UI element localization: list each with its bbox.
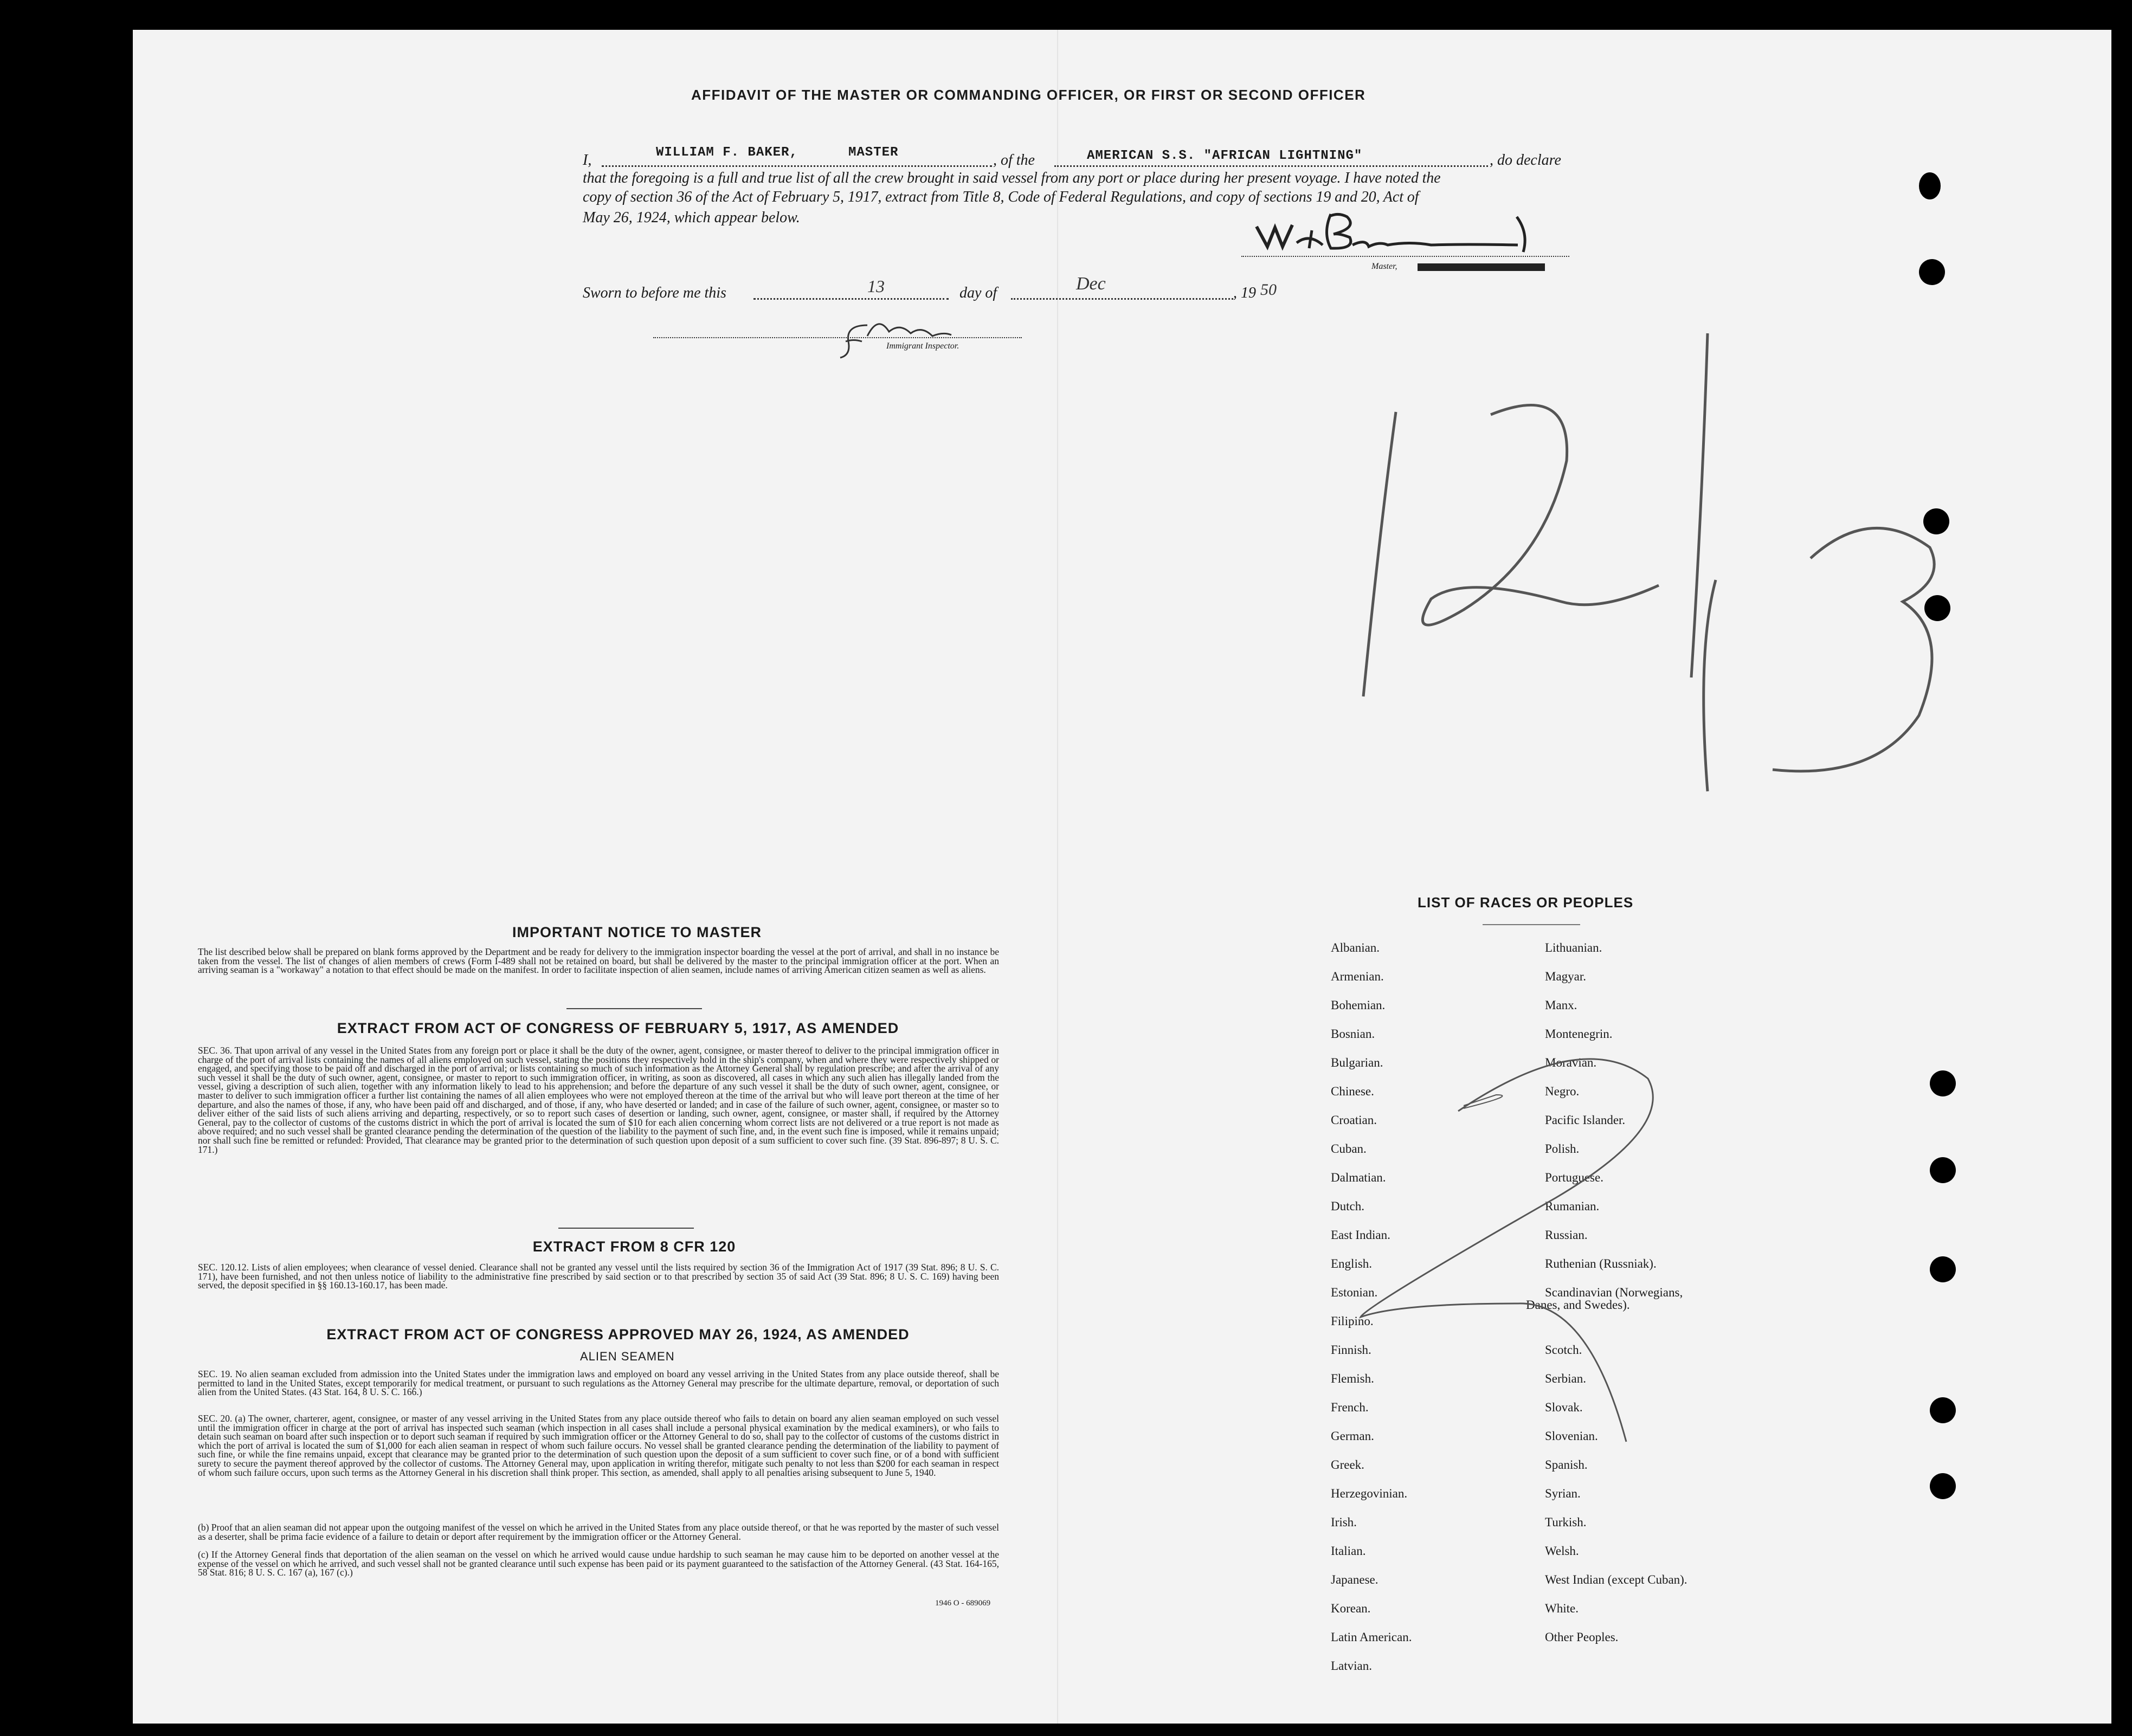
page-fold xyxy=(1057,30,1058,1724)
race-item: Filipino. xyxy=(1331,1314,1374,1328)
race-item: Montenegrin. xyxy=(1545,1027,1613,1041)
of-the-label: , of the xyxy=(993,152,1035,169)
race-item: Greek. xyxy=(1331,1458,1364,1472)
punch-hole xyxy=(1919,259,1945,285)
sworn-day-line xyxy=(753,298,949,300)
race-item: Korean. xyxy=(1331,1602,1371,1615)
inspector-signature-line xyxy=(653,337,1022,338)
race-item: Welsh. xyxy=(1545,1544,1579,1558)
extract-1917-text: SEC. 36. That upon arrival of any vessel in the United States from any foreign port or place it shall be the duty of the owner, agent, consignee, or master thereof to deliver to the principal immigration officer in charge of the port of arrival lists containing the names of all aliens employed on such vessel, stating the positions they respectively hold in the ship's company, when and where they were respectively shipped or engaged, and specifying those to be paid off and discharged in the port of arrival; or lists containing so much of such information as the Attorney General shall by regulation prescribe; and after the arrival of any such vessel it shall be the duty of such owner, agent, consignee, or master to report to such immigration officer, in writing, as soon as discovered, all cases in which any such alien has illegally landed from the vessel, giving a description of such alien, together with any information likely to lead to his apprehension; and before the departure of any such vessel it shall be the duty of such owner, agent, consignee, or master to deliver to such immigration officer a further list containing the names of all alien employees who were not employed thereon at the time of the arrival but who will leave port thereon at the time of her departure, and also the names of those, if any, who have been paid off and discharged, and of those, if any, who have deserted or landed; and in case of the failure of such owner, agent, consignee, or master so to deliver either of the said lists of such aliens arriving and departing, respectively, or so to report such cases of desertion or landing, such owner, agent, consignee, or master shall, if required by the Attorney General, pay to the collector of customs of the customs district in which the port of arrival is located the sum of $10 for each alien concerning whom correct lists are not delivered or a true report is not made as above required; and no such vessel shall be granted clearance pending the determination of the question of the liability to the payment of such fine, and, in the event such fine is imposed, while it remains unpaid; nor shall such fine be remitted or refunded: Provided, That clearance may be granted prior to the determination of such question upon deposit of a sum sufficient to cover such fine. (39 Stat. 896-897; 8 U. S. C. 171.) xyxy=(198,1045,999,1155)
notice-title: IMPORTANT NOTICE TO MASTER xyxy=(512,924,762,940)
race-item: Ruthenian (Russniak). xyxy=(1545,1257,1657,1270)
affidavit-line4: May 26, 1924, which appear below. xyxy=(583,209,800,226)
race-item: Finnish. xyxy=(1331,1343,1371,1357)
year-prefix: , 19 xyxy=(1233,285,1256,301)
affidavit-line3: copy of section 36 of the Act of February 5, 1917, extract from Title 8, Code of Federal Regulations, and copy of sections 19 and 20, Act of xyxy=(583,189,1419,205)
extract-1924-subtitle: ALIEN SEAMEN xyxy=(580,1350,675,1363)
extract-1924-sec19: SEC. 19. No alien seaman excluded from admission into the United States under the immigration laws and employed on board any vessel arriving in the United States from any place outside thereof, shall be permitted to land in the United States, except temporarily for medical treatment, or pursuant to such regulations as the Attorney General may prescribe for the ultimate departure, removal, or deportation of such alien from the United States. (43 Stat. 164, 8 U. S. C. 166.) xyxy=(198,1369,999,1398)
extract-cfr-text: SEC. 120.12. Lists of alien employees; when clearance of vessel denied. Clearance shall not be granted any vessel until the lists required by section 36 of the Immigration Act of 1917 (39 Stat. 896; 8 U. S. C. 171), have been furnished, and not then unless notice of liability to the administrative fine prescribed by said section or to that prescribed by section 35 of said Act (39 Stat. 896; 8 U. S. C. 169) having been served, the deposit specified in §§ 160.13-160.17, has been made. xyxy=(198,1262,999,1291)
vessel-line xyxy=(1054,165,1488,167)
race-item: Portuguese. xyxy=(1545,1171,1603,1184)
race-item: Spanish. xyxy=(1545,1458,1588,1472)
extract-1924-sec20a: SEC. 20. (a) The owner, charterer, agent, consignee, or master of any vessel arriving in the United States from any place outside thereof who fails to detain on board any alien seaman employed on such vessel until the immigration officer in charge at the port of arrival has inspected such seaman (which inspection in all cases shall include a personal physical examination by the medical examiners), or who fails to detain such seaman on board after such inspection or to deport such seaman if required by such immigration officer or the Attorney General to do so, shall pay to the collector of customs of the customs district in which the port of arrival is located the sum of $1,000 for each alien seaman in respect of whom such failure occurs. No vessel shall be granted clearance pending the determination of the liability to payment of such fine, or while the fine remains unpaid, except that clearance may be granted prior to the determination of such question upon the deposit of a sum sufficient to cover such fine, or of a bond with sufficient surety to secure the payment thereof approved by the collector of customs. The Attorney General may, upon application in writing therefor, mitigate such penalty to not less than $200 for each seaman in respect of whom such failure occurs, upon such terms as the Attorney General in his discretion shall think proper. This section, as amended, shall apply to all penalties arising subsequent to June 5, 1940. xyxy=(198,1413,999,1478)
divider xyxy=(558,1228,694,1229)
divider xyxy=(1483,924,1580,925)
race-item: Slovenian. xyxy=(1545,1429,1598,1443)
race-item: West Indian (except Cuban). xyxy=(1545,1573,1687,1586)
master-caption: Master, xyxy=(1371,262,1397,271)
race-item: German. xyxy=(1331,1429,1374,1443)
vessel-name: AMERICAN S.S. "AFRICAN LIGHTNING" xyxy=(1087,149,1363,163)
affidavit-title: AFFIDAVIT OF THE MASTER OR COMMANDING OFFICER, OR FIRST OR SECOND OFFICER xyxy=(691,87,1366,103)
race-item: Estonian. xyxy=(1331,1286,1378,1299)
race-item: Other Peoples. xyxy=(1545,1630,1619,1644)
race-item: Pacific Islander. xyxy=(1545,1113,1626,1127)
race-item: Serbian. xyxy=(1545,1372,1587,1385)
extract-1924-sec20b: (b) Proof that an alien seaman did not appear upon the outgoing manifest of the vessel on which he arrived in the United States from any place outside thereof, or that he was reported by the master of such vessel as a deserter, shall be prima facie evidence of a failure to detain or deport after requirement by the immigration officer or the Attorney General. xyxy=(198,1522,999,1542)
punch-hole xyxy=(1930,1256,1956,1282)
race-item: Dalmatian. xyxy=(1331,1171,1386,1184)
extract-1917-title: EXTRACT FROM ACT OF CONGRESS OF FEBRUARY 5, 1917, AS AMENDED xyxy=(337,1020,899,1036)
handwritten-date xyxy=(1529,835,1563,852)
race-item: Magyar. xyxy=(1545,970,1587,983)
master-signature-line xyxy=(1241,256,1569,257)
affidavit-i: I, xyxy=(583,152,592,169)
sworn-year: 50 xyxy=(1260,281,1277,299)
punch-hole xyxy=(1923,508,1949,534)
redacted-block xyxy=(1418,263,1545,271)
race-item: White. xyxy=(1545,1602,1579,1615)
race-item: Scotch. xyxy=(1545,1343,1582,1357)
extract-cfr-title: EXTRACT FROM 8 CFR 120 xyxy=(532,1238,736,1255)
race-item: East Indian. xyxy=(1331,1228,1390,1242)
master-name-line xyxy=(602,165,992,167)
race-item: English. xyxy=(1331,1257,1373,1270)
sworn-month-line xyxy=(1011,298,1233,300)
race-item: Dutch. xyxy=(1331,1199,1364,1213)
master-name: WILLIAM F. BAKER, xyxy=(656,145,798,160)
race-item: Chinese. xyxy=(1331,1085,1374,1098)
sworn-month: Dec xyxy=(1076,274,1106,294)
race-item: Herzegovinian. xyxy=(1331,1487,1408,1500)
notice-text: The list described below shall be prepared on blank forms approved by the Department and be ready for delivery to the immigration inspector boarding the vessel at the port of arrival, and shall in no instance be taken from the vessel. The list of changes of alien members of crews (Form I-489 shall not be retained on board, but shall be delivered by the master to the principal immigration officer at the port. When an arriving seaman is a "workaway" a notation to that effect should be made on the manifest. In order to facilitate inspection of alien seamen, include names of arriving American citizen seamen as well as aliens. xyxy=(198,946,999,976)
race-item: Irish. xyxy=(1331,1515,1357,1529)
punch-hole xyxy=(1919,172,1941,199)
race-item: Lithuanian. xyxy=(1545,941,1602,954)
extract-1924-sec20c: (c) If the Attorney General finds that deportation of the alien seaman on the vessel on which he arrived would cause undue hardship to such seaman he may cause him to be deported on another vessel at the expense of the vessel on which he arrived, and such vessel shall not be granted clearance until such expense has been paid or its payment guaranteed to the satisfaction of the Attorney General. (43 Stat. 164-165, 58 Stat. 816; 8 U. S. C. 167 (a), 167 (c).) xyxy=(198,1549,999,1578)
inspector-caption: Immigrant Inspector. xyxy=(886,341,959,351)
race-item: Danes, and Swedes). xyxy=(1526,1298,1630,1312)
race-item: Bosnian. xyxy=(1331,1027,1375,1041)
race-item: Croatian. xyxy=(1331,1113,1377,1127)
race-item: Turkish. xyxy=(1545,1515,1587,1529)
race-item: Latvian. xyxy=(1331,1659,1372,1673)
divider xyxy=(566,1008,702,1009)
print-code: 1946 O - 689069 xyxy=(935,1599,991,1608)
race-item: Albanian. xyxy=(1331,941,1380,954)
punch-hole xyxy=(1930,1473,1956,1499)
sworn-label: Sworn to before me this xyxy=(583,285,726,301)
race-item: Syrian. xyxy=(1545,1487,1581,1500)
race-item: French. xyxy=(1331,1401,1369,1414)
race-item: Manx. xyxy=(1545,998,1577,1012)
sworn-day: 13 xyxy=(867,276,885,296)
do-declare-label: , do declare xyxy=(1490,152,1561,169)
punch-hole xyxy=(1930,1157,1956,1183)
race-item: Russian. xyxy=(1545,1228,1588,1242)
master-title: MASTER xyxy=(848,145,899,160)
race-item: Polish. xyxy=(1545,1142,1580,1156)
affidavit-line2: that the foregoing is a full and true list of all the crew brought in said vessel from any port or place during her present voyage. I have noted the xyxy=(583,170,1441,186)
race-item: Bulgarian. xyxy=(1331,1056,1383,1069)
race-item: Bohemian. xyxy=(1331,998,1386,1012)
race-item: Slovak. xyxy=(1545,1401,1583,1414)
race-item: Latin American. xyxy=(1331,1630,1412,1644)
extract-1924-title: EXTRACT FROM ACT OF CONGRESS APPROVED MAY 26, 1924, AS AMENDED xyxy=(326,1326,910,1343)
race-item: Italian. xyxy=(1331,1544,1366,1558)
race-item: Flemish. xyxy=(1331,1372,1374,1385)
race-item: Cuban. xyxy=(1331,1142,1367,1156)
punch-hole xyxy=(1924,595,1950,621)
race-item: Moravian. xyxy=(1545,1056,1597,1069)
race-item: Negro. xyxy=(1545,1085,1580,1098)
punch-hole xyxy=(1930,1397,1956,1423)
race-item: Rumanian. xyxy=(1545,1199,1600,1213)
race-item: Japanese. xyxy=(1331,1573,1379,1586)
punch-hole xyxy=(1930,1070,1956,1096)
races-title: LIST OF RACES OR PEOPLES xyxy=(1418,894,1634,911)
race-item: Scandinavian (Norwegians, xyxy=(1545,1286,1683,1299)
day-of-label: day of xyxy=(959,285,997,301)
race-item: Armenian. xyxy=(1331,970,1384,983)
